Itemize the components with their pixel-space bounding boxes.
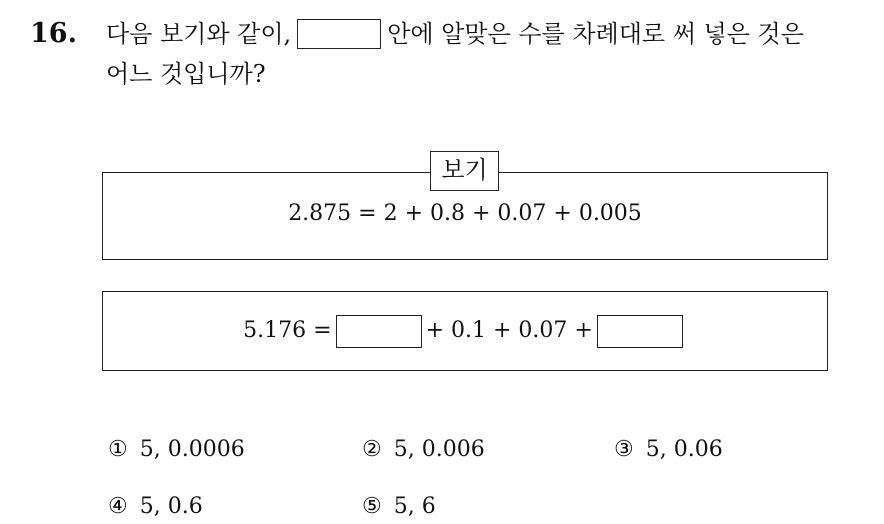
choice-4[interactable] — [108, 490, 203, 524]
problem-equation — [102, 314, 828, 348]
choice-number: ① — [108, 437, 128, 462]
choice-text: 5, 0.0006 — [139, 437, 245, 462]
question-number: 16. — [30, 18, 77, 49]
choice-number: ② — [362, 437, 382, 462]
question-text-part1: 다음 보기와 같이, — [106, 20, 292, 48]
problem-lhs: 5.176 = — [243, 318, 332, 343]
choice-number: ④ — [108, 494, 128, 519]
answer-blank-icon — [297, 19, 381, 49]
choice-1[interactable] — [108, 433, 245, 467]
blank-box-1 — [336, 315, 422, 348]
blank-box-2 — [597, 315, 683, 348]
question-line-2: 어느 것입니까? — [106, 60, 266, 88]
choice-text: 5, 6 — [393, 494, 436, 519]
choice-text: 5, 0.06 — [645, 437, 723, 462]
choice-2[interactable] — [362, 433, 485, 467]
choice-number: ③ — [614, 437, 634, 462]
choice-number: ⑤ — [362, 494, 382, 519]
choice-text: 5, 0.006 — [393, 437, 485, 462]
question-text-part2: 안에 알맞은 수를 차례대로 써 넣은 것은 — [387, 20, 804, 48]
problem-middle: + 0.1 + 0.07 + — [425, 318, 593, 343]
choice-5[interactable] — [362, 490, 436, 524]
choice-text: 5, 0.6 — [139, 494, 203, 519]
choice-3[interactable] — [614, 433, 723, 467]
example-equation: 2.875 = 2 + 0.8 + 0.07 + 0.005 — [288, 201, 642, 226]
question-line-1 — [106, 16, 804, 52]
example-title: 보기 — [430, 151, 499, 191]
